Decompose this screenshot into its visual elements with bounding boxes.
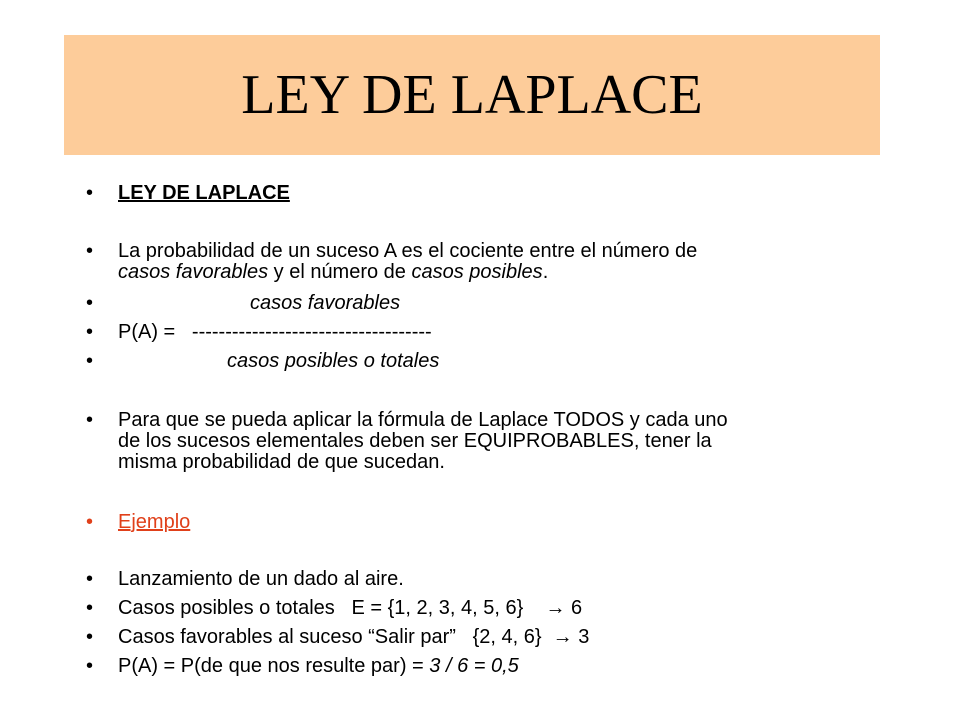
bullet-dot: • bbox=[86, 350, 94, 372]
bullet-dot: • bbox=[86, 655, 94, 677]
definition-mid: y el número de bbox=[268, 261, 412, 283]
definition-line1: La probabilidad de un suceso A es el cociente entre el número de bbox=[118, 240, 698, 262]
slide-title: LEY DE LAPLACE bbox=[241, 64, 703, 126]
result-value: 3 / 6 = 0,5 bbox=[429, 655, 519, 677]
bullet-dot: • bbox=[86, 292, 94, 314]
definition-favorables: casos favorables bbox=[118, 261, 269, 283]
bullet-dot: • bbox=[86, 568, 94, 590]
bullet-dot: • bbox=[86, 409, 94, 431]
bullet-text bbox=[118, 241, 838, 283]
bullet-dot: • bbox=[86, 597, 94, 619]
bullet-text: Lanzamiento de un dado al aire. bbox=[118, 568, 404, 590]
bullet-dot: • bbox=[86, 240, 94, 262]
equiprobable-line3: misma probabilidad de que sucedan. bbox=[118, 451, 445, 473]
result-plain: P(A) = P(de que nos resulte par) = bbox=[118, 655, 430, 677]
bullet-text: P(A) = ------------------------------------ bbox=[118, 321, 432, 343]
bullet-text: Casos posibles o totales E = {1, 2, 3, 4, 5, 6} → 6 bbox=[118, 597, 583, 619]
bullet-text: Casos favorables al suceso “Salir par” {2, 4, 6} → 3 bbox=[118, 626, 590, 648]
equiprobable-line1: Para que se pueda aplicar la fórmula de Laplace TODOS y cada uno bbox=[118, 409, 728, 431]
bullet-text bbox=[118, 656, 838, 677]
bullet-dot: • bbox=[86, 182, 94, 204]
equiprobable-line2: de los sucesos elementales deben ser EQUIPROBABLES, tener la bbox=[118, 430, 712, 452]
bullet-dot: • bbox=[86, 321, 94, 343]
bullet-dot: • bbox=[86, 626, 94, 648]
definition-end: . bbox=[542, 261, 549, 283]
bullet-text: casos posibles o totales bbox=[227, 350, 440, 372]
bullet-text: LEY DE LAPLACE bbox=[118, 182, 290, 204]
bullet-text bbox=[118, 410, 838, 473]
bullet-dot: • bbox=[86, 511, 94, 533]
example-link[interactable]: Ejemplo bbox=[118, 511, 191, 533]
definition-posibles: casos posibles bbox=[411, 261, 543, 283]
bullet-text: casos favorables bbox=[250, 292, 401, 314]
